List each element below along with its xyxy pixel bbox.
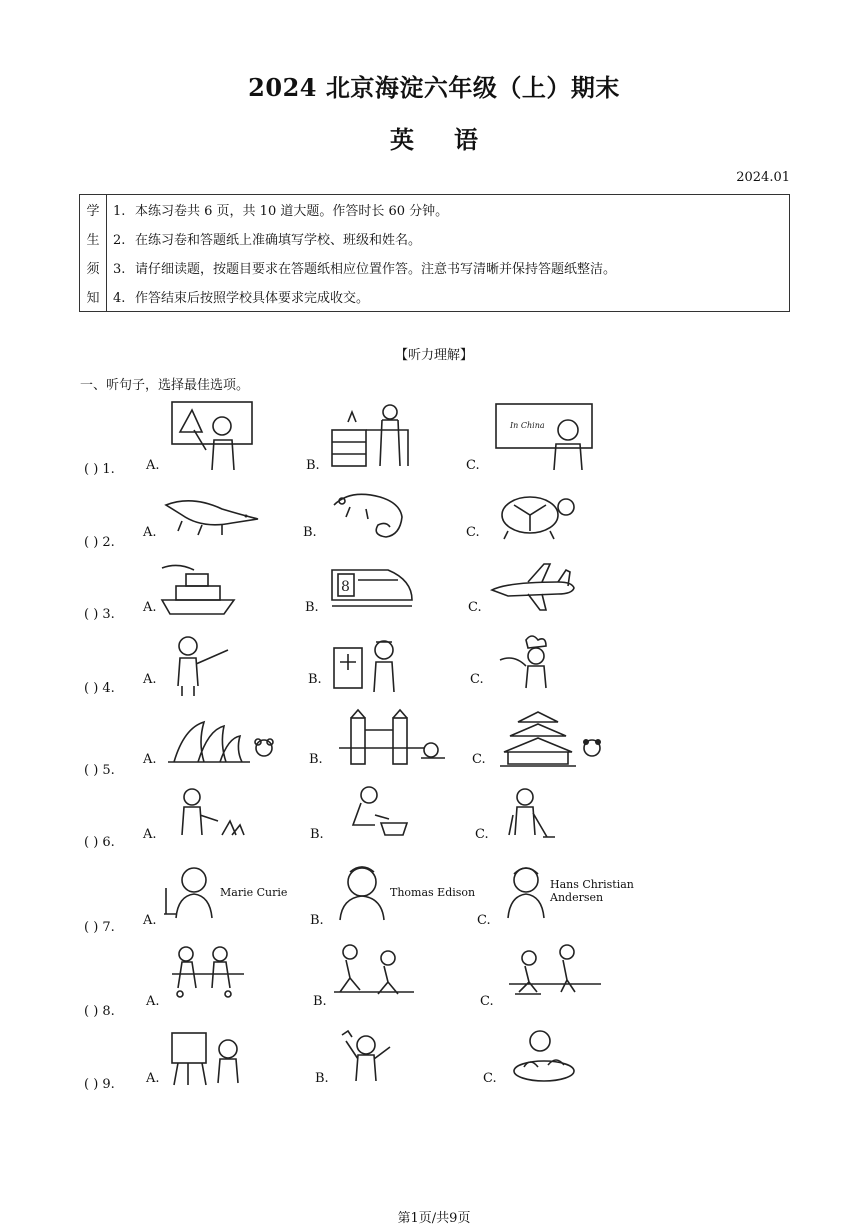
notice-side-char: 须 (80, 253, 107, 282)
question-row (0, 785, 868, 865)
question-row (0, 1027, 868, 1107)
question-row (0, 944, 868, 1024)
boy-painting-icon (168, 1027, 268, 1099)
option-label-a[interactable]: A. (146, 458, 160, 473)
notice-item: 3. 请仔细读题，按题目要求在答题纸相应位置作答。注意书写清晰并保持答题纸整洁。 (113, 262, 617, 277)
option-label-b[interactable]: B. (305, 600, 319, 615)
option-label-b[interactable]: B. (309, 752, 323, 767)
notice-item: 4. 作答结束后按照学校具体要求完成收交。 (113, 291, 370, 306)
question-number: ( ) 7. (84, 920, 115, 935)
option-label-a[interactable]: A. (143, 827, 157, 842)
question-number: ( ) 4. (84, 681, 115, 696)
sydney-opera-koala-icon (164, 708, 284, 780)
question-number: ( ) 5. (84, 763, 115, 778)
teacher-pointer-icon (168, 632, 268, 704)
boy-food-icon (510, 1027, 610, 1099)
nurse-icon (330, 632, 430, 704)
portrait-caption: Hans Christian Andersen (550, 878, 634, 904)
question-row (0, 485, 868, 565)
teacher-china-icon (492, 400, 596, 472)
option-label-b[interactable]: B. (310, 827, 324, 842)
part-one-heading: 一、听句子，选择最佳选项。 (80, 378, 250, 393)
plane-icon (488, 560, 588, 632)
kids-running-icon (330, 944, 430, 1016)
subject-title: 英语 (390, 125, 518, 154)
option-label-b[interactable]: B. (315, 1071, 329, 1086)
temple-panda-icon (496, 708, 616, 780)
notice-side-char: 知 (80, 282, 107, 312)
portrait-caption: Marie Curie (220, 886, 288, 899)
question-row (0, 708, 868, 788)
crocodile-icon (162, 485, 262, 557)
boy-magic-icon (340, 1027, 440, 1099)
question-number: ( ) 8. (84, 1004, 115, 1019)
turtle-icon (492, 485, 592, 557)
page-footer: 第1页/共9页 (397, 1211, 471, 1226)
girl-watering-icon (170, 785, 270, 857)
option-label-c[interactable]: C. (480, 994, 494, 1009)
question-row (0, 560, 868, 640)
option-label-b[interactable]: B. (308, 672, 322, 687)
option-label-b[interactable]: B. (310, 913, 324, 928)
notice-side-char: 学 (80, 195, 107, 225)
option-label-a[interactable]: A. (146, 994, 160, 1009)
option-label-a[interactable]: A. (143, 600, 157, 615)
option-label-a[interactable]: A. (143, 525, 157, 540)
option-label-c[interactable]: C. (466, 458, 480, 473)
girl-sweeping-icon (505, 785, 605, 857)
option-label-a[interactable]: A. (143, 672, 157, 687)
question-row (0, 858, 868, 938)
option-label-c[interactable]: C. (477, 913, 491, 928)
option-label-a[interactable]: A. (146, 1071, 160, 1086)
question-number: ( ) 1. (84, 462, 115, 477)
portrait-caption: Thomas Edison (390, 886, 476, 899)
option-label-c[interactable]: C. (468, 600, 482, 615)
notice-item: 2. 在练习卷和答题纸上准确填写学校、班级和姓名。 (113, 233, 422, 248)
option-label-a[interactable]: A. (143, 913, 157, 928)
option-label-a[interactable]: A. (143, 752, 157, 767)
option-label-b[interactable]: B. (306, 458, 320, 473)
option-label-c[interactable]: C. (466, 525, 480, 540)
tower-bridge-lion-icon (335, 708, 455, 780)
question-number: ( ) 3. (84, 607, 115, 622)
scientist-lab-icon (328, 400, 428, 472)
kids-skating-icon (168, 944, 268, 1016)
svg-text:8: 8 (341, 579, 350, 595)
option-label-b[interactable]: B. (303, 525, 317, 540)
chef-icon (496, 632, 596, 704)
question-row (0, 400, 868, 480)
question-number: ( ) 9. (84, 1077, 115, 1092)
question-row (0, 632, 868, 712)
notice-side-char: 生 (80, 224, 107, 253)
ship-icon (158, 560, 258, 632)
option-label-c[interactable]: C. (470, 672, 484, 687)
question-number: ( ) 6. (84, 835, 115, 850)
notice-item: 1. 本练习卷共 6 页，共 10 道大题。作答时长 60 分钟。 (113, 204, 449, 219)
chameleon-icon (330, 485, 430, 557)
svg-text:In China: In China (510, 421, 545, 430)
girl-washing-icon (335, 785, 435, 857)
train-icon (328, 560, 428, 632)
student-notice-table (79, 194, 790, 312)
kids-skateboard-icon (505, 944, 605, 1016)
question-number: ( ) 2. (84, 535, 115, 550)
exam-date: 2024.01 (736, 170, 790, 185)
option-label-c[interactable]: C. (483, 1071, 497, 1086)
option-label-b[interactable]: B. (313, 994, 327, 1009)
section-heading: 【听力理解】 (394, 348, 473, 363)
option-label-c[interactable]: C. (472, 752, 486, 767)
teacher-board-icon (168, 400, 268, 472)
option-label-c[interactable]: C. (475, 827, 489, 842)
page-title: 2024 北京海淀六年级（上）期末 (248, 73, 620, 102)
